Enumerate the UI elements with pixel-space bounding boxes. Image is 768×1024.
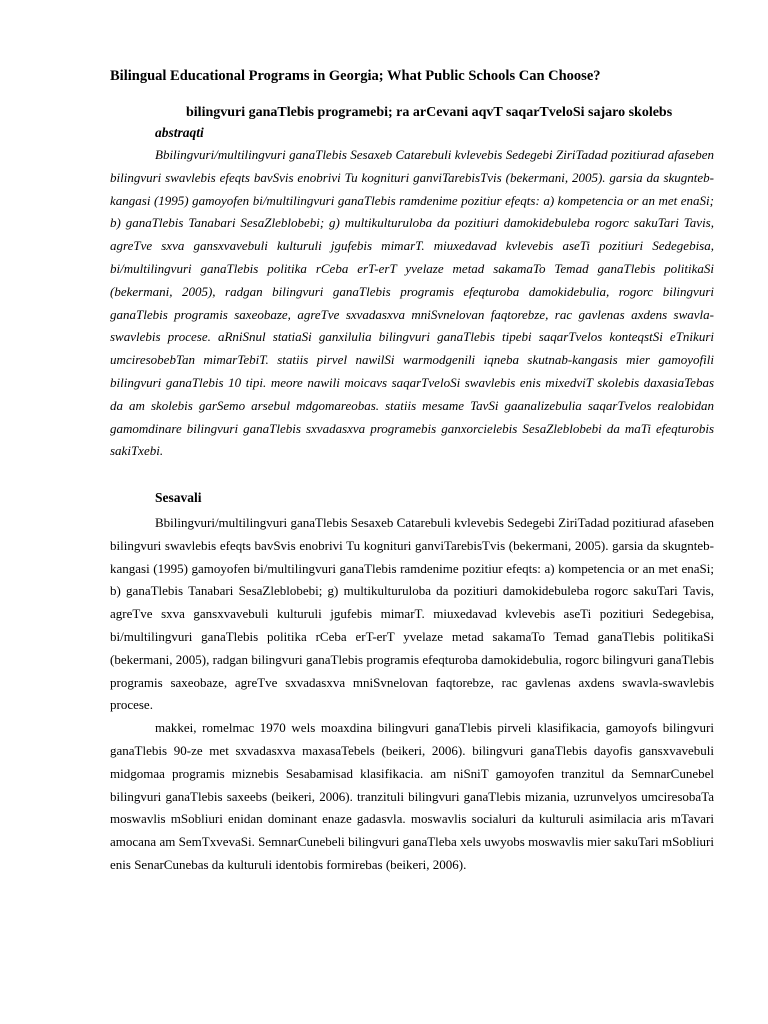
introduction-section bbox=[110, 512, 714, 877]
abstract-paragraph: Bbilingvuri/multilingvuri ganaTlebis Sesaxeb Catarebuli kvlevebis Sedegebi ZiriTadad pozitiurad afaseben bilingvuri swavlebis efeqts bavSvis enobrivi Tu kognituri ganviTarebisTvis (bekermani, 2005). garsia da skugnteb-kangasi (1995) gamoyofen bi/multilingvuri ganaTlebis ramdenime pozitiur efeqts: a) kompetencia or an met enaSi; b) ganaTlebis Tanabari SesaZleblobebi; g) multikulturuloba da pozitiuri damokidebuleba rogorc sakuTari Tavis, agreTve sxva gansxvavebuli kulturuli jgufebis mimarT. miuxedavad kvlevebis aseTi pozitiuri Sedegebisa, bi/multilingvuri ganaTlebis politika rCeba erT-erT yvelaze metad sakamaTo Temad ganaTlebis politikaSi (bekermani, 2005), radgan bilingvuri ganaTlebis programis efeqturoba damokidebulia, rogorc bilingvuri ganaTlebis programis saxeobaze, agreTve sxvadasxva mniSvnelovan faqtorebze, rac gavlenas axdens swavla-swavlebis procese. aRniSnul statiaSi ganxilulia bilingvuri ganaTlebis tipebi saqarTvelos konteqstSi eTnikuri umciresobebTan mimarTebiT. statiis pirvel nawilSi warmodgenili iqneba skutnab-kangasis mier gamoyofili bilingvuri ganaTlebis 10 tipi. meore nawili moicavs saqarTveloSi swavlebis enis mixedviT skolebis daxasiaTebas da am skolebis garSemo arsebul mdgomareobas. statiis mesame TavSi gaanalizebulia saqarTvelos realobidan gamomdinare bilingvuri ganaTlebis sxvadasxva programebis ganxorcielebis SesaZleblobebi da maTi efeqturobis sakiTxebi. bbox=[110, 147, 714, 459]
body-paragraph: makkei, romelmac 1970 wels moaxdina bilingvuri ganaTlebis pirveli klasifikacia, gamoyofs bilingvuri ganaTlebis 90-ze met sxvadasxva maxasaTebels (beikeri, 2006). bilingvuri ganaTlebis dayofis gansxvavebuli midgomaa programis miznebis Sesabamisad klasifikacia. am niSniT gamoyofen tranzitul da SemnarCunebel bilingvuri ganaTlebis saxeebs (beikeri, 2006). tranzituli bilingvuri ganaTlebis mizania, uzrunvelyos umciresobaTa moswavlis mSobliuri enidan dominant enaze gadasvla. moswavlis socialuri da kulturuli asimilacia aris mTavari amocana am SemTxvevaSi. SemnarCunebeli bilingvuri ganaTleba xels uwyobs moswavlis mier sakuTari mSobliuri enis SenarCunebas da kulturuli identobis formirebas (beikeri, 2006). bbox=[110, 720, 714, 872]
abstract-heading: abstraqti bbox=[155, 125, 204, 140]
introduction-heading: Sesavali bbox=[155, 490, 202, 505]
document-subtitle: bilingvuri ganaTlebis programebi; ra arCevani aqvT saqarTveloSi sajaro skolebs bbox=[186, 105, 673, 120]
body-paragraph: Bbilingvuri/multilingvuri ganaTlebis Sesaxeb Catarebuli kvlevebis Sedegebi ZiriTadad pozitiurad afaseben bilingvuri swavlebis efeqts bavSvis enobrivi Tu kognituri ganviTarebisTvis (bekermani, 2005). garsia da skugnteb-kangasi (1995) gamoyofen bi/multilingvuri ganaTlebis ramdenime pozitiur efeqts: a) kompetencia or an met enaSi; b) ganaTlebis Tanabari SesaZleblobebi; g) multikulturuloba da pozitiuri damokidebuleba rogorc sakuTari Tavis, agreTve sxva gansxvavebuli kulturuli jgufebis mimarT. miuxedavad kvlevebis aseTi pozitiuri Sedegebisa, bi/multilingvuri ganaTlebis politika rCeba erT-erT yvelaze metad sakamaTo Temad ganaTlebis politikaSi (bekermani, 2005), radgan bilingvuri ganaTlebis programis efeqturoba damokidebulia, rogorc bilingvuri ganaTlebis programis saxeobaze, agreTve sxvadasxva mniSvnelovan faqtorebze, rac gavlenas axdens swavla-swavlebis procese. bbox=[110, 515, 714, 713]
abstract-section bbox=[110, 144, 714, 463]
document-title: Bilingual Educational Programs in Georgia; What Public Schools Can Choose? bbox=[110, 68, 601, 84]
